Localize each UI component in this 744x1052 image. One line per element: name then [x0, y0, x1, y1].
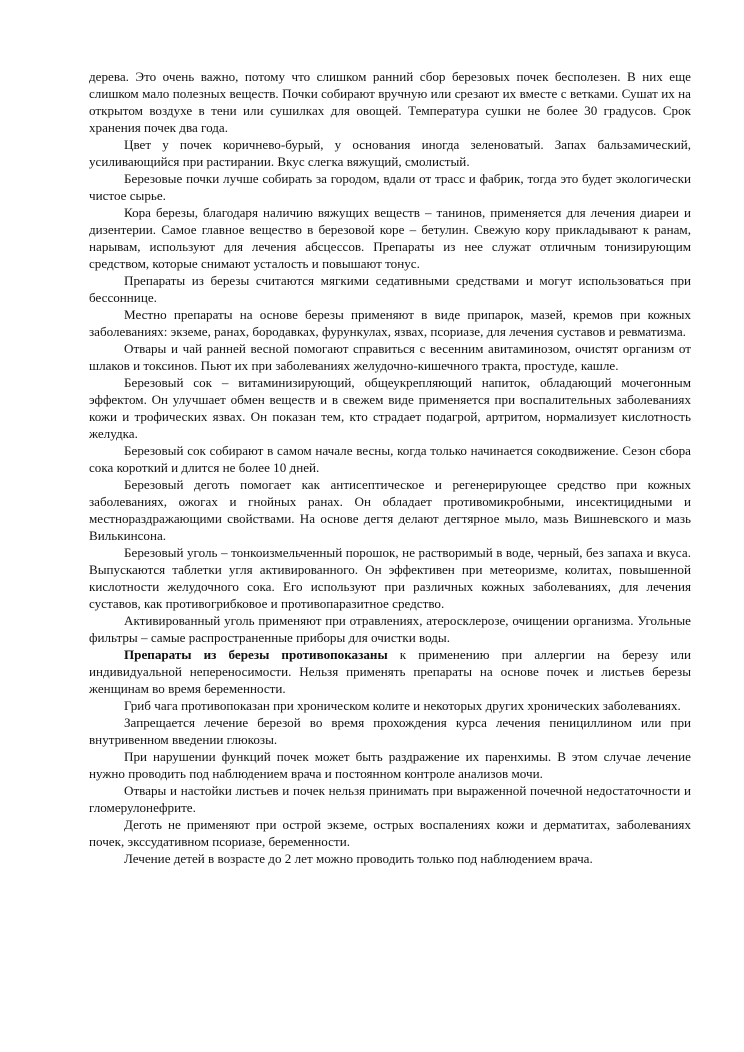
paragraph-decoctions-tea: Отвары и чай ранней весной помогают справиться с весенним авитаминозом, очистят организм от шлаков и токсинов. Пьют их при заболеваниях желудочно-кишечного тракта, простуде, кашле.: [89, 341, 691, 373]
paragraph-sap-collection: Березовый сок собирают в самом начале весны, когда только начинается сокодвижение. Сезон сбора сока короткий и длится не более 10 дней.: [89, 443, 691, 475]
paragraph-contraindications: [89, 646, 691, 697]
paragraph-birch-bark: Кора березы, благодаря наличию вяжущих веществ – танинов, применяется для лечения диареи и дизентерии. Самое главное вещество в березовой коре – бетулин. Свежую кору прикладывают к ранам, нарывам, используют для лечения абсцессов. Препараты из нее служат отличным тонизирующим средством, которые снимают усталость и повышают тонус.: [89, 205, 691, 271]
contraindications-text: к применению при аллергии на березу или индивидуальной непереносимости. Нельзя применять препараты на основе почек и листьев березы женщинам во время беременности.: [89, 647, 692, 696]
paragraph-birch-buds-harvest: дерева. Это очень важно, потому что слишком ранний сбор березовых почек бесполезен. В них еще слишком мало полезных веществ. Почки собирают вручную или срезают их вместе с ветками. Сушат их на открытом воздухе в тени или сушилках для овощей. Температура сушки не более 30 градусов. Срок хранения почек два года.: [89, 69, 691, 135]
paragraph-buds-description: Цвет у почек коричнево-бурый, у основания иногда зеленоватый. Запах бальзамический, усиливающийся при растирании. Вкус слегка вяжущий, смолистый.: [89, 137, 691, 169]
paragraph-kidney-failure: Отвары и настойки листьев и почек нельзя принимать при выраженной почечной недостаточности и гломерулонефрите.: [89, 783, 691, 815]
contraindications-heading: Препараты из березы противопоказаны: [124, 647, 388, 662]
paragraph-local-use: Местно препараты на основе березы применяют в виде припарок, мазей, кремов при кожных заболеваниях: экземе, ранах, бородавках, фурункулах, язвах, псориазе, для лечения суставов и ревматизма.: [89, 307, 691, 339]
paragraph-sedative: Препараты из березы считаются мягкими седативными средствами и могут использоваться при бессоннице.: [89, 273, 691, 305]
paragraph-birch-tar: Березовый деготь помогает как антисептическое и регенерирующее средство при кожных заболеваниях, ожогах и гнойных ранах. Он обладает противомикробными, инсектицидными и местнораздражающими свойствами. На основе дегтя делают дегтярное мыло, мазь Вишневского и мазь Вилькинсона.: [89, 477, 691, 543]
document-page: [89, 68, 691, 867]
paragraph-penicillin: Запрещается лечение березой во время прохождения курса лечения пенициллином или при внутривенном введении глюкозы.: [89, 715, 691, 747]
paragraph-birch-sap: Березовый сок – витаминизирующий, общеукрепляющий напиток, обладающий мочегонным эффектом. Он улучшает обмен веществ и в свежем виде применяется при воспалительных заболеваниях кожи и трофических язвах. Он показан тем, кто страдает подагрой, артритом, нормализует кислотность желудка.: [89, 375, 691, 441]
paragraph-kidney-function: При нарушении функций почек может быть раздражение их паренхимы. В этом случае лечение нужно проводить под наблюдением врача и постоянном контроле анализов мочи.: [89, 749, 691, 781]
paragraph-chaga: Гриб чага противопоказан при хроническом колите и некоторых других хронических заболеваниях.: [124, 698, 681, 713]
paragraph-children: Лечение детей в возрасте до 2 лет можно проводить только под наблюдением врача.: [124, 851, 593, 866]
paragraph-tar-contraindications: Деготь не применяют при острой экземе, острых воспалениях кожи и дерматитах, заболеваниях почек, экссудативном псориазе, беременности.: [89, 817, 691, 849]
paragraph-birch-charcoal: Березовый уголь – тонкоизмельченный порошок, не растворимый в воде, черный, без запаха и вкуса. Выпускаются таблетки угля активированного. Он эффективен при метеоризме, колитах, повышенной кислотности желудочного сока. Его используют при различных кожных заболеваниях, для лечения суставов, как противогрибковое и противопаразитное средство.: [89, 545, 691, 611]
paragraph-buds-collection-place: Березовые почки лучше собирать за городом, вдали от трасс и фабрик, тогда это будет экологически чистое сырье.: [89, 171, 691, 203]
paragraph-activated-charcoal: Активированный уголь применяют при отравлениях, атеросклерозе, очищении организма. Угольные фильтры – самые распространенные приборы для очистки воды.: [89, 613, 691, 645]
